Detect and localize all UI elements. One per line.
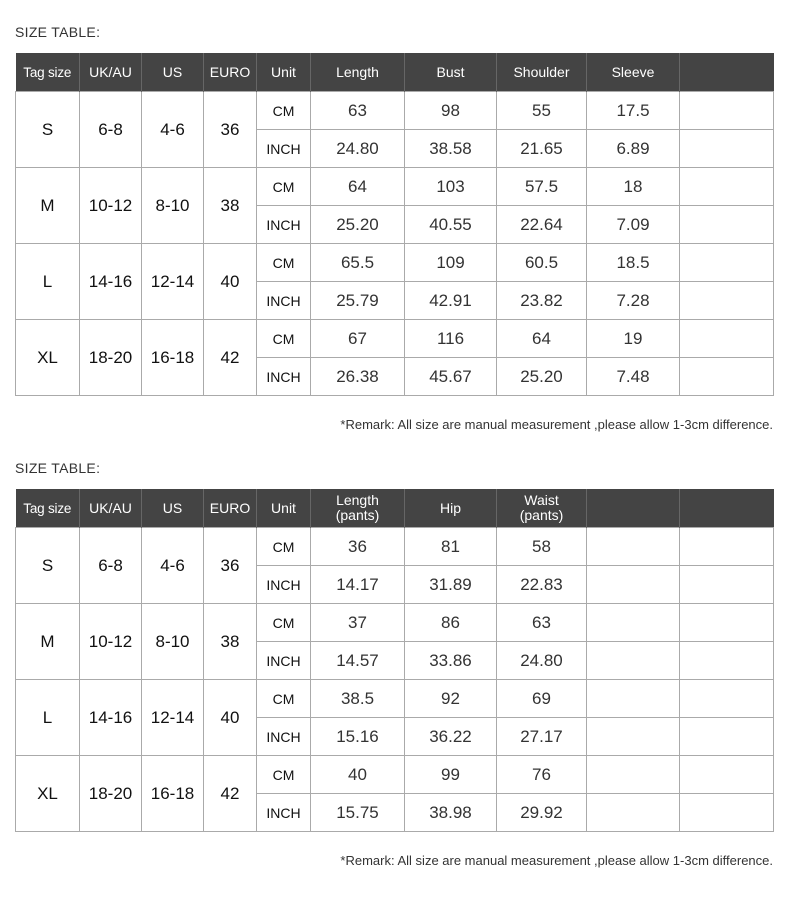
measurement-cell: 99 [405, 756, 497, 794]
unit-cell: CM [257, 680, 311, 718]
measurement-cell [680, 282, 774, 320]
column-header [587, 489, 680, 528]
measurement-cell: 25.20 [311, 206, 405, 244]
uk-au-cell: 18-20 [80, 320, 142, 396]
size-table [15, 489, 774, 832]
measurement-cell: 64 [311, 168, 405, 206]
measurement-cell: 22.83 [497, 566, 587, 604]
unit-cell: CM [257, 168, 311, 206]
measurement-cell: 42.91 [405, 282, 497, 320]
measurement-cell: 116 [405, 320, 497, 358]
table-row [16, 244, 774, 282]
uk-au-cell: 10-12 [80, 168, 142, 244]
measurement-cell: 36.22 [405, 718, 497, 756]
measurement-cell: 25.79 [311, 282, 405, 320]
size-table-section [15, 22, 773, 442]
header-row [16, 489, 774, 528]
column-header-text: Bust [436, 63, 465, 80]
unit-cell: INCH [257, 358, 311, 396]
column-header [311, 489, 405, 528]
measurement-cell: 60.5 [497, 244, 587, 282]
column-header [80, 53, 142, 92]
column-header-text: US [162, 63, 183, 80]
measurement-cell: 15.16 [311, 718, 405, 756]
measurement-cell: 40.55 [405, 206, 497, 244]
measurement-cell: 64 [497, 320, 587, 358]
measurement-cell: 18 [587, 168, 680, 206]
measurement-cell: 6.89 [587, 130, 680, 168]
measurement-cell [680, 718, 774, 756]
column-header [142, 489, 204, 528]
column-header-text: Length [336, 63, 379, 80]
measurement-cell [587, 794, 680, 832]
euro-cell: 40 [204, 680, 257, 756]
measurement-cell [680, 206, 774, 244]
measurement-cell: 57.5 [497, 168, 587, 206]
measurement-cell [587, 566, 680, 604]
unit-cell: CM [257, 92, 311, 130]
column-header [680, 489, 774, 528]
measurement-cell [680, 604, 774, 642]
us-cell: 4-6 [142, 528, 204, 604]
remark-note: *Remark: All size are manual measurement ,please allow 1-3cm difference. [340, 417, 773, 432]
table-row [16, 680, 774, 718]
measurement-cell: 86 [405, 604, 497, 642]
uk-au-cell: 18-20 [80, 756, 142, 832]
measurement-cell: 7.09 [587, 206, 680, 244]
tag-size-cell: L [16, 244, 80, 320]
measurement-cell: 18.5 [587, 244, 680, 282]
measurement-cell: 7.48 [587, 358, 680, 396]
measurement-cell: 38.5 [311, 680, 405, 718]
unit-cell: INCH [257, 566, 311, 604]
measurement-cell: 15.75 [311, 794, 405, 832]
measurement-cell [587, 756, 680, 794]
unit-cell: INCH [257, 282, 311, 320]
measurement-cell [680, 168, 774, 206]
euro-cell: 38 [204, 604, 257, 680]
tag-size-cell: M [16, 604, 80, 680]
tag-size-cell: XL [16, 756, 80, 832]
column-header [680, 53, 774, 92]
us-cell: 8-10 [142, 604, 204, 680]
measurement-cell: 33.86 [405, 642, 497, 680]
table-row [16, 168, 774, 206]
table-row [16, 604, 774, 642]
euro-cell: 36 [204, 92, 257, 168]
measurement-cell: 76 [497, 756, 587, 794]
measurement-cell [680, 756, 774, 794]
measurement-cell: 63 [497, 604, 587, 642]
us-cell: 16-18 [142, 756, 204, 832]
measurement-cell: 45.67 [405, 358, 497, 396]
measurement-cell: 63 [311, 92, 405, 130]
measurement-cell: 29.92 [497, 794, 587, 832]
column-header-text: Shoulder [513, 63, 570, 80]
measurement-cell [680, 566, 774, 604]
euro-cell: 42 [204, 320, 257, 396]
column-header-text: UK/AU [89, 499, 132, 516]
uk-au-cell: 14-16 [80, 244, 142, 320]
measurement-cell [587, 718, 680, 756]
measurement-cell: 22.64 [497, 206, 587, 244]
column-header [142, 53, 204, 92]
column-header-text: US [162, 499, 183, 516]
measurement-cell: 92 [405, 680, 497, 718]
measurement-cell [680, 320, 774, 358]
unit-cell: CM [257, 604, 311, 642]
table-row [16, 528, 774, 566]
measurement-cell: 58 [497, 528, 587, 566]
table-row [16, 756, 774, 794]
column-header [405, 53, 497, 92]
column-header-text: UK/AU [89, 63, 132, 80]
measurement-cell: 67 [311, 320, 405, 358]
column-header-text: EURO [209, 499, 251, 516]
unit-cell: INCH [257, 642, 311, 680]
measurement-cell [680, 528, 774, 566]
unit-cell: INCH [257, 794, 311, 832]
unit-cell: INCH [257, 718, 311, 756]
unit-cell: CM [257, 320, 311, 358]
column-header [16, 489, 80, 528]
section-title: SIZE TABLE: [15, 460, 101, 476]
measurement-cell [680, 794, 774, 832]
measurement-cell: 14.57 [311, 642, 405, 680]
measurement-cell: 38.98 [405, 794, 497, 832]
remark-note: *Remark: All size are manual measurement ,please allow 1-3cm difference. [340, 853, 773, 868]
size-table [15, 53, 774, 396]
tag-size-cell: M [16, 168, 80, 244]
measurement-cell: 17.5 [587, 92, 680, 130]
measurement-cell [680, 680, 774, 718]
measurement-cell: 23.82 [497, 282, 587, 320]
measurement-cell: 27.17 [497, 718, 587, 756]
unit-cell: CM [257, 244, 311, 282]
table-row [16, 92, 774, 130]
column-header-text: (pants) [519, 507, 564, 523]
measurement-cell: 40 [311, 756, 405, 794]
measurement-cell [680, 244, 774, 282]
measurement-cell: 19 [587, 320, 680, 358]
column-header [405, 489, 497, 528]
measurement-cell [587, 604, 680, 642]
column-header [497, 489, 587, 528]
measurement-cell: 103 [405, 168, 497, 206]
unit-cell: INCH [257, 130, 311, 168]
euro-cell: 42 [204, 756, 257, 832]
measurement-cell [680, 642, 774, 680]
us-cell: 8-10 [142, 168, 204, 244]
column-header-text: Tag size [23, 500, 72, 516]
measurement-cell [680, 130, 774, 168]
measurement-cell: 36 [311, 528, 405, 566]
measurement-cell: 98 [405, 92, 497, 130]
measurement-cell [587, 642, 680, 680]
measurement-cell: 37 [311, 604, 405, 642]
size-table-section [15, 458, 773, 878]
unit-cell: INCH [257, 206, 311, 244]
tag-size-cell: S [16, 92, 80, 168]
column-header [204, 489, 257, 528]
measurement-cell: 24.80 [311, 130, 405, 168]
measurement-cell [680, 358, 774, 396]
measurement-cell [587, 528, 680, 566]
measurement-cell: 81 [405, 528, 497, 566]
euro-cell: 40 [204, 244, 257, 320]
measurement-cell [680, 92, 774, 130]
tag-size-cell: XL [16, 320, 80, 396]
column-header-text: Length [336, 492, 379, 508]
measurement-cell [587, 680, 680, 718]
measurement-cell: 25.20 [497, 358, 587, 396]
column-header-text: Unit [271, 63, 296, 80]
us-cell: 16-18 [142, 320, 204, 396]
column-header-text: Tag size [23, 64, 72, 80]
uk-au-cell: 6-8 [80, 92, 142, 168]
header-row [16, 53, 774, 92]
measurement-cell: 65.5 [311, 244, 405, 282]
unit-cell: CM [257, 528, 311, 566]
column-header [257, 489, 311, 528]
measurement-cell: 26.38 [311, 358, 405, 396]
measurement-cell: 38.58 [405, 130, 497, 168]
column-header [16, 53, 80, 92]
measurement-cell: 109 [405, 244, 497, 282]
unit-cell: CM [257, 756, 311, 794]
tag-size-cell: S [16, 528, 80, 604]
section-title: SIZE TABLE: [15, 24, 101, 40]
uk-au-cell: 10-12 [80, 604, 142, 680]
measurement-cell: 24.80 [497, 642, 587, 680]
column-header [204, 53, 257, 92]
column-header-text: Sleeve [611, 63, 655, 80]
us-cell: 12-14 [142, 244, 204, 320]
euro-cell: 36 [204, 528, 257, 604]
measurement-cell: 21.65 [497, 130, 587, 168]
tag-size-cell: L [16, 680, 80, 756]
column-header [587, 53, 680, 92]
uk-au-cell: 6-8 [80, 528, 142, 604]
measurement-cell: 14.17 [311, 566, 405, 604]
column-header [80, 489, 142, 528]
table-row [16, 320, 774, 358]
column-header [311, 53, 405, 92]
us-cell: 12-14 [142, 680, 204, 756]
column-header-text: EURO [209, 63, 251, 80]
euro-cell: 38 [204, 168, 257, 244]
measurement-cell: 69 [497, 680, 587, 718]
column-header [257, 53, 311, 92]
uk-au-cell: 14-16 [80, 680, 142, 756]
column-header-text: Hip [439, 499, 461, 516]
column-header-text: Unit [271, 499, 296, 516]
column-header-text: Waist [524, 492, 559, 508]
column-header-text: (pants) [335, 507, 380, 523]
measurement-cell: 31.89 [405, 566, 497, 604]
measurement-cell: 7.28 [587, 282, 680, 320]
measurement-cell: 55 [497, 92, 587, 130]
us-cell: 4-6 [142, 92, 204, 168]
column-header [497, 53, 587, 92]
